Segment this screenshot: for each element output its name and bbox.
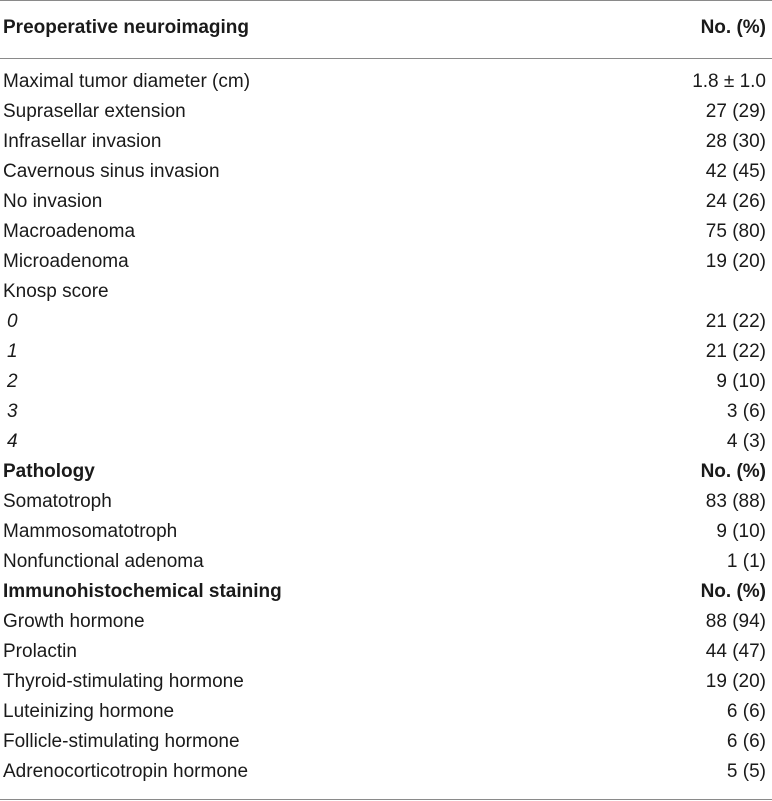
row-value: 4 (3) [726, 431, 766, 452]
row-label: Somatotroph [3, 491, 112, 512]
row-value: 44 (47) [705, 641, 766, 662]
row-value: 1.8 ± 1.0 [692, 71, 766, 92]
row-value: 9 (10) [716, 521, 766, 542]
row-label: Adrenocorticotropin hormone [3, 761, 249, 782]
table-row [0, 547, 772, 577]
table-row [0, 97, 772, 127]
table-header-row [0, 0, 772, 58]
row-value: 21 (22) [705, 341, 766, 362]
row-label: 0 [7, 311, 18, 332]
row-label: No invasion [3, 191, 103, 212]
row-label: Prolactin [3, 641, 77, 662]
row-label: Infrasellar invasion [3, 131, 162, 152]
row-value: 88 (94) [705, 611, 766, 632]
row-label: 4 [7, 431, 18, 452]
table-row [0, 217, 772, 247]
table-row [0, 157, 772, 187]
table-row [0, 427, 772, 457]
table-row [0, 397, 772, 427]
section-label: Immunohistochemical staining [3, 581, 282, 602]
table-row [0, 667, 772, 697]
section-label: Pathology [3, 461, 95, 482]
section-value-header: No. (%) [700, 581, 766, 602]
table-row [0, 67, 772, 97]
row-value: 21 (22) [705, 311, 766, 332]
row-value: 19 (20) [705, 251, 766, 272]
table-row [0, 367, 772, 397]
table-row [0, 607, 772, 637]
row-label: 1 [7, 341, 18, 362]
table-row [0, 277, 772, 307]
row-value: 75 (80) [705, 221, 766, 242]
table-row [0, 757, 772, 787]
row-label: Mammosomatotroph [3, 521, 178, 542]
row-value: 6 (6) [726, 731, 766, 752]
row-value: 42 (45) [705, 161, 766, 182]
row-label: Maximal tumor diameter (cm) [3, 71, 251, 92]
row-value: 6 (6) [726, 701, 766, 722]
row-value: 1 (1) [726, 551, 766, 572]
row-label: Knosp score [3, 281, 109, 302]
table-row [0, 697, 772, 727]
row-label: Nonfunctional adenoma [3, 551, 204, 572]
table-row [0, 337, 772, 367]
table-row [0, 487, 772, 517]
table-row [0, 127, 772, 157]
row-value: 27 (29) [705, 101, 766, 122]
row-value: 19 (20) [705, 671, 766, 692]
section-value-header: No. (%) [700, 461, 766, 482]
row-value: 3 (6) [726, 401, 766, 422]
table-header-rule [0, 58, 772, 59]
table-row [0, 187, 772, 217]
row-label: Cavernous sinus invasion [3, 161, 220, 182]
header-value: No. (%) [700, 17, 766, 38]
row-label: Macroadenoma [3, 221, 136, 242]
table-row [0, 517, 772, 547]
row-label: Luteinizing hormone [3, 701, 175, 722]
row-value: 5 (5) [726, 761, 766, 782]
table-body [0, 67, 772, 787]
table-bottom-rule [0, 799, 772, 800]
row-label: 2 [7, 371, 18, 392]
row-label: Suprasellar extension [3, 101, 186, 122]
section-header-row [0, 577, 772, 607]
table-row [0, 307, 772, 337]
row-value: 9 (10) [716, 371, 766, 392]
row-value: 83 (88) [705, 491, 766, 512]
row-label: Growth hormone [3, 611, 145, 632]
table-row [0, 637, 772, 667]
table-row [0, 247, 772, 277]
header-label: Preoperative neuroimaging [3, 17, 250, 38]
row-value: 24 (26) [705, 191, 766, 212]
row-value: 28 (30) [705, 131, 766, 152]
row-label: Thyroid-stimulating hormone [3, 671, 244, 692]
row-label: Microadenoma [3, 251, 129, 272]
row-label: 3 [7, 401, 18, 422]
row-label: Follicle-stimulating hormone [3, 731, 240, 752]
table-row [0, 727, 772, 757]
section-header-row [0, 457, 772, 487]
